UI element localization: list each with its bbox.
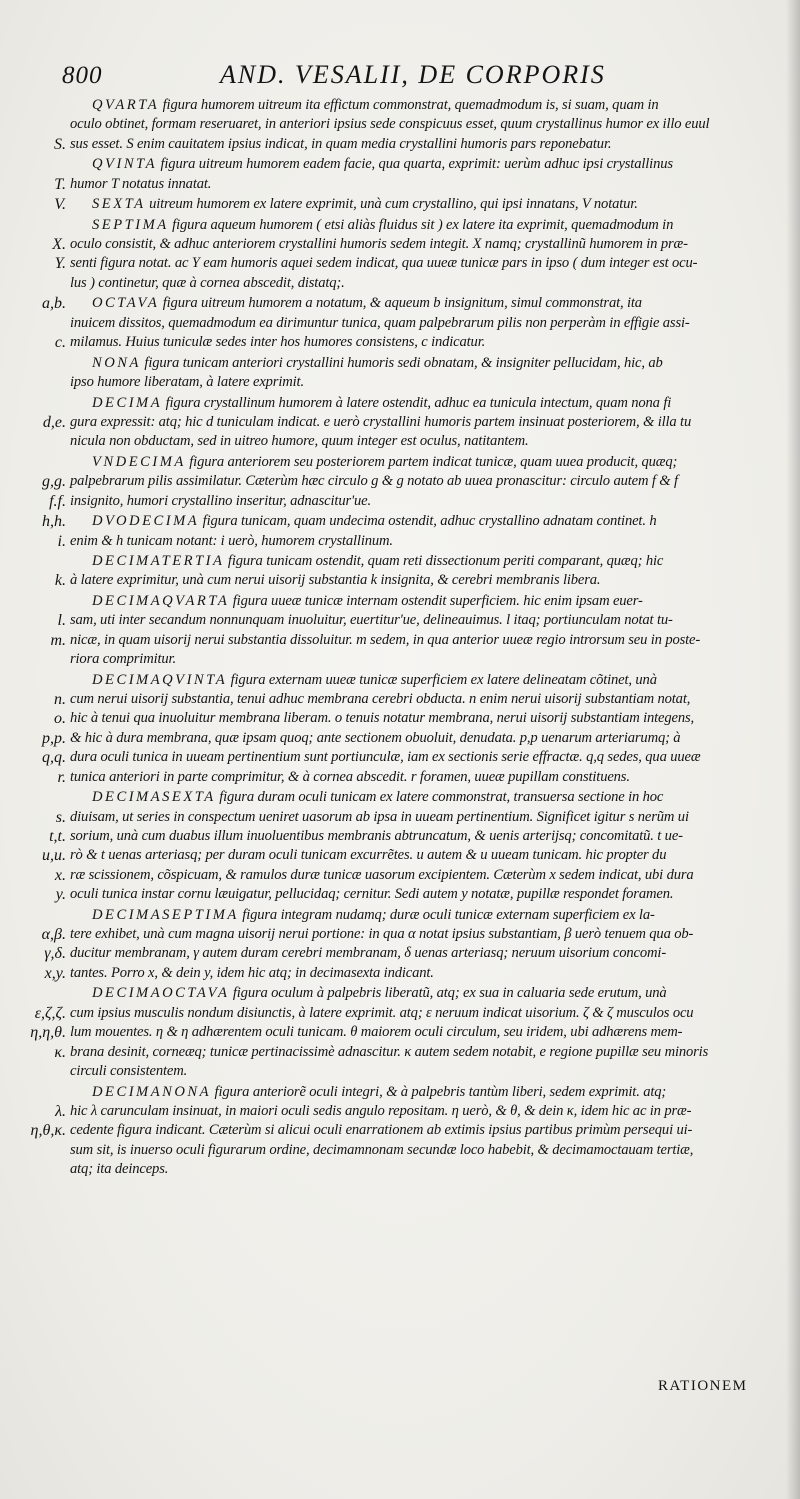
line-text — [70, 944, 666, 963]
line-text — [70, 1160, 168, 1179]
text-line — [0, 373, 800, 392]
line-text — [70, 729, 680, 748]
line-body: cum nerui uisorij substantia, tenui adhuc membrana cerebri obducta. n enim nerui uisorij substantiam notat, — [70, 691, 691, 708]
text-line — [0, 690, 800, 709]
line-body: figura oculum à palpebris liberatũ, atq; ex sua in caluaria sede erutum, unà — [229, 985, 667, 1002]
figure-entry — [0, 195, 800, 214]
line-body: nicula non obductam, sed in uitreo humore, quum integer est oculus, natitantem. — [70, 433, 529, 450]
line-text — [70, 808, 689, 827]
figure-entry — [0, 906, 800, 984]
text-line — [0, 885, 800, 904]
text-line — [0, 1004, 800, 1023]
text-line — [0, 512, 800, 531]
text-line — [0, 571, 800, 590]
text-line — [0, 274, 800, 293]
line-body: lum mouentes. η & η adhærentem oculi tunicam. θ maiorem oculi circulum, seu iridem, ubi adhærens mem- — [70, 1024, 683, 1041]
margin-key: κ. — [54, 1043, 66, 1061]
line-text — [92, 216, 673, 235]
line-text — [92, 394, 671, 413]
line-text — [70, 373, 304, 392]
text-line — [0, 532, 800, 551]
line-body: figura integram nudamq; duræ oculi tunicæ externam superficiem ex la- — [238, 906, 655, 923]
line-body: figura anteriorẽ oculi integri, & à palpebris tantùm liberi, sedem exprimit. atq; — [211, 1083, 667, 1100]
text-line — [0, 1023, 800, 1042]
figure-entry — [0, 984, 800, 1081]
line-text — [70, 631, 700, 650]
text-line — [0, 1102, 800, 1121]
margin-key: T. — [54, 175, 66, 193]
running-title: AND. VESALII, DE CORPORIS — [220, 60, 606, 89]
figure-number-heading: SEXTA — [92, 196, 146, 213]
margin-key: γ,δ. — [44, 945, 66, 963]
line-text — [70, 432, 528, 451]
text-line — [0, 964, 800, 983]
figure-number-heading: QVINTA — [92, 156, 157, 173]
text-line — [0, 906, 800, 925]
margin-key: h,h. — [42, 513, 66, 531]
text-line — [0, 453, 800, 472]
figure-entry — [0, 354, 800, 393]
line-body: nicæ, in quam uisorij nerui substantia dissoluitur. m sedem, in qua anterior uueæ regio introrsum seu in poste- — [70, 631, 701, 648]
text-line — [0, 235, 800, 254]
text-line — [0, 333, 800, 352]
line-text — [70, 1121, 692, 1140]
line-text — [92, 512, 656, 531]
margin-key: u,u. — [42, 847, 66, 865]
figure-number-heading: DECIMASEPTIMA — [92, 906, 239, 923]
margin-key: q,q. — [42, 749, 66, 767]
line-body: à latere exprimitur, unà cum nerui uisorij substantia k insignita, & cerebri membranis libera. — [70, 572, 601, 589]
figure-number-heading: DECIMAQVINTA — [92, 671, 228, 688]
text-line — [0, 846, 800, 865]
margin-key: i. — [57, 532, 66, 550]
figure-entry — [0, 216, 800, 294]
text-line — [0, 866, 800, 885]
margin-key: ε,ζ,ζ. — [34, 1004, 66, 1022]
line-body: figura crystallinum humorem à latere ostendit, adhuc ea tunicula intectum, quam nona fi — [162, 394, 672, 411]
line-text — [92, 294, 642, 313]
line-body: figura humorem uitreum ita effictum commonstrat, quemadmodum is, si suam, quam in — [159, 97, 659, 113]
text-line — [0, 472, 800, 491]
line-text — [70, 1004, 693, 1023]
text-line — [0, 354, 800, 373]
line-text — [70, 254, 697, 273]
line-text — [70, 709, 694, 728]
text-line — [0, 768, 800, 787]
margin-key: c. — [54, 334, 66, 352]
margin-key: V. — [54, 196, 66, 214]
line-body: cedente figura indicant. Cæterùm si alicui oculi enarrationem ab extimis ipsius partibus primùm persequi ui- — [70, 1122, 693, 1139]
line-text — [70, 690, 690, 709]
figure-entry — [0, 1083, 800, 1180]
figure-number-heading: OCTAVA — [92, 295, 160, 312]
figure-number-heading: SEPTIMA — [92, 216, 169, 233]
margin-key: p,p. — [42, 729, 66, 747]
line-body: figura anteriorem seu posteriorem partem indicat tunicæ, quam uuea producit, quæq; — [185, 453, 678, 470]
text-line — [0, 394, 800, 413]
text-line — [0, 729, 800, 748]
line-text — [92, 906, 655, 925]
line-body: figura duram oculi tunicam ex latere commonstrat, transuersa sectione in hoc — [215, 789, 664, 806]
text-line — [0, 195, 800, 214]
line-text — [92, 671, 657, 690]
figure-entry — [0, 671, 800, 787]
text-line — [0, 788, 800, 807]
line-body: inuicem dissitos, quemadmodum ea dirimuntur tunica, quam palpebrarum pilis non perperàm in effigie assi- — [70, 314, 690, 331]
line-text — [70, 333, 485, 352]
text-line — [0, 413, 800, 432]
text-line — [0, 254, 800, 273]
margin-key: Y. — [54, 255, 66, 273]
figure-entry — [0, 96, 800, 154]
text-line — [0, 925, 800, 944]
line-text — [92, 155, 673, 174]
line-text — [70, 748, 700, 767]
figure-number-heading: VNDECIMA — [92, 453, 186, 470]
text-line — [0, 432, 800, 451]
line-text — [70, 472, 678, 491]
line-body: ducitur membranam, γ autem duram cerebri membranam, δ uenas arteriasq; neruum uisorium concomi- — [70, 945, 667, 962]
line-text — [92, 552, 663, 571]
line-text — [70, 571, 600, 590]
figure-entry — [0, 453, 800, 511]
figure-entry — [0, 552, 800, 591]
text-line — [0, 1062, 800, 1081]
margin-key: t,t. — [49, 827, 66, 845]
margin-key: l. — [57, 612, 66, 630]
text-line — [0, 650, 800, 669]
line-text — [70, 1023, 682, 1042]
margin-key: r. — [57, 768, 66, 786]
line-body: uitreum humorem ex latere exprimit, unà cum crystallino, qui ipsi innatans, V notatur. — [145, 196, 638, 213]
line-body: oculo consistit, & adhuc anteriorem crystallini humoris sedem integit. X namq; crystallinũ humorem in præ- — [70, 236, 688, 253]
line-text — [70, 115, 709, 134]
line-text — [92, 453, 677, 472]
text-line — [0, 592, 800, 611]
line-body: figura tunicam ostendit, quam reti dissectionum periti comparant, quæq; hic — [224, 553, 664, 570]
margin-key: s. — [55, 808, 66, 826]
line-body: diuisam, ut series in conspectum ueniret uasorum ab ipsa in uueam pertinentium. Significet igitur s nerũm ui — [70, 808, 689, 825]
margin-key: y. — [55, 886, 66, 904]
text-line — [0, 96, 800, 115]
line-text — [70, 827, 683, 846]
text-line — [0, 1121, 800, 1140]
margin-key: f.f. — [49, 492, 66, 510]
line-body: figura externam uueæ tunicæ superficiem ex latere delineatam cõtinet, unà — [227, 671, 657, 688]
figure-entry — [0, 788, 800, 904]
text-line — [0, 709, 800, 728]
line-body: brana desinit, corneæq; tunicæ pertinacissimè adnascitur. κ autem sedem notabit, e regione pupillæ seu minoris — [70, 1043, 709, 1060]
line-body: sus esset. S enim cauitatem ipsius indicat, in quam media crystallini humoris pars reponebatur. — [70, 135, 612, 152]
line-text — [70, 314, 690, 333]
figure-entry — [0, 294, 800, 352]
text-line — [0, 155, 800, 174]
figure-number-heading: DECIMATERTIA — [92, 553, 225, 570]
line-body: milamus. Huius tuniculæ sedes inter hos humores consistens, c indicatur. — [70, 334, 486, 351]
line-text — [92, 592, 643, 611]
line-body: insignito, humori crystallino inseritur, adnascitur'ue. — [70, 492, 371, 509]
line-body: sorium, unà cum duabus illum inuoluentibus membranis abtruncatum, & uenis arterijsq; concomitatũ. t ue- — [70, 827, 683, 844]
margin-key: m. — [50, 631, 66, 649]
margin-key: η,θ,κ. — [30, 1122, 66, 1140]
line-body: figura aqueum humorem ( etsi aliàs fluidus sit ) ex latere ita exprimit, quemadmodum in — [168, 216, 674, 233]
text-line — [0, 552, 800, 571]
line-body: cum ipsius musculis nondum disiunctis, à latere exprimit. atq; ε neruum indicat uisorium. ζ & ζ musculos ocu — [70, 1004, 694, 1021]
line-text — [92, 354, 663, 373]
line-body: & hic à dura membrana, quæ ipsam quoq; ante sectionem obuoluit, denudata. p,p uenarum arteriarumq; à — [70, 729, 681, 746]
line-text — [92, 195, 638, 214]
line-body: figura uitreum humorem eadem facie, qua quarta, exprimit: uerùm adhuc ipsi crystallinus — [157, 156, 673, 173]
margin-key: X. — [52, 236, 66, 254]
text-line — [0, 808, 800, 827]
line-text — [70, 768, 630, 787]
text-line — [0, 135, 800, 154]
line-body: figura tunicam, quam undecima ostendit, adhuc crystallino adnatam continet. h — [199, 513, 657, 530]
margin-key: S. — [54, 135, 66, 153]
line-body: atq; ita deinceps. — [70, 1161, 169, 1178]
line-text — [70, 235, 688, 254]
line-body: circuli consistentem. — [70, 1062, 188, 1079]
line-text — [70, 413, 691, 432]
line-body: hic λ carunculam insinuat, in maiori oculi sedis angulo repositam. η uerò, & θ, & dein κ, idem hic ac in præ- — [70, 1102, 692, 1119]
margin-key: d,e. — [42, 413, 66, 431]
line-text — [70, 964, 434, 983]
line-body: gura expressit: atq; hic d tuniculam indicat. e uerò crystallini humoris partem insinuat posteriorem, & illa tu — [70, 413, 692, 430]
line-body: sam, uti inter secandum nonnunquam inuoluitur, euertitur'ue, delineauimus. l itaq; portiunculam notat tu- — [70, 612, 673, 629]
text-line — [0, 827, 800, 846]
margin-key: α,β. — [41, 926, 66, 944]
figure-number-heading: DECIMAOCTAVA — [92, 985, 230, 1002]
text-line — [0, 216, 800, 235]
figure-number-heading: DVODECIMA — [92, 513, 200, 530]
line-body: dura oculi tunica in uueam pertinentium sunt portiunculæ, iam ex sectionis serie effractæ. q,q sedes, qua uueæ — [70, 749, 701, 766]
line-body: oculo obtinet, formam reseruaret, in anteriori ipsius sede conspicuus esset, quum crystallinus humor ex illo euul — [70, 116, 710, 133]
figure-number-heading: QVARTA — [92, 97, 160, 113]
text-line — [0, 314, 800, 333]
line-text — [70, 1043, 708, 1062]
text-line — [0, 1160, 800, 1179]
page-number: 800 — [62, 62, 103, 89]
line-body: figura uueæ tunicæ internam ostendit superficiem. hic enim ipsam euer- — [229, 593, 643, 609]
line-text — [70, 866, 694, 885]
line-text — [92, 1083, 666, 1102]
text-line — [0, 115, 800, 134]
line-body: senti figura notat. ac Y eam humoris aquei sedem indicat, qua uueæ tunicæ pars in ipso ( dum integer est ocu- — [70, 255, 698, 272]
margin-key: x. — [54, 866, 66, 884]
line-body: ræ scissionem, cõspicuam, & ramulos duræ tunicæ uasorum excipientem. Cæterùm x sedem indicat, ubi dura — [70, 866, 694, 883]
text-line — [0, 1083, 800, 1102]
figure-entry — [0, 155, 800, 194]
line-text — [70, 611, 673, 630]
catchword: RATIONEM — [658, 1378, 748, 1394]
line-text — [92, 984, 667, 1003]
line-body: figura tunicam anteriori crystallini humoris sedi obnatam, & insigniter pellucidam, hic, ab — [140, 354, 663, 371]
line-body: rò & t uenas arteriasq; per duram oculi tunicam excurrẽtes. u autem & u uueam tunicam. hic propter du — [70, 847, 667, 864]
line-text — [70, 1062, 187, 1081]
figure-entry — [0, 512, 800, 551]
line-body: oculi tunica instar cornu læuigatur, pellucidaq; cernitur. Sedi autem y notatæ, pupillæ respondet foramen. — [70, 886, 674, 903]
line-text — [92, 96, 659, 115]
line-text — [70, 1102, 691, 1121]
line-text — [70, 846, 666, 865]
text-line — [0, 175, 800, 194]
line-body: humor T notatus innatat. — [70, 175, 212, 192]
text-line — [0, 631, 800, 650]
figure-number-heading: DECIMA — [92, 394, 163, 411]
margin-key: k. — [54, 572, 66, 590]
line-text — [92, 788, 663, 807]
line-text — [70, 532, 393, 551]
line-text — [70, 885, 673, 904]
text-line — [0, 294, 800, 313]
line-body: tunica anteriori in parte comprimitur, & à cornea abscedit. r foramen, uueæ pupillam constituens. — [70, 768, 630, 785]
text-line — [0, 492, 800, 511]
margin-key: x,y. — [44, 964, 66, 982]
text-line — [0, 1043, 800, 1062]
line-text — [70, 135, 611, 154]
line-body: enim & h tunicam notant: i uerò, humorem crystallinum. — [70, 532, 393, 549]
line-text — [70, 274, 345, 293]
line-body: sum sit, is inuerso oculi figurarum ordine, decimamnonam secundæ loco habebit, & decimamoctauam tertiæ, — [70, 1141, 694, 1158]
line-body: figura uitreum humorem a notatum, & aqueum b insignitum, simul commonstrat, ita — [159, 295, 642, 312]
margin-key: n. — [54, 691, 66, 709]
line-body: tere exhibet, unà cum magna uisorij nerui portione: in qua α notat ipsius substantiam, β uerò tenuem qua ob- — [70, 926, 694, 943]
text-line — [0, 1141, 800, 1160]
line-body: riora comprimitur. — [70, 651, 176, 668]
text-line — [0, 984, 800, 1003]
line-text — [70, 650, 176, 669]
figure-entry — [0, 394, 800, 452]
margin-key: o. — [54, 710, 66, 728]
margin-key: λ. — [55, 1102, 66, 1120]
text-line — [0, 611, 800, 630]
figure-number-heading: DECIMASEXTA — [92, 789, 216, 806]
figure-entry — [0, 592, 800, 670]
margin-key: a,b. — [42, 295, 66, 313]
line-body: lus ) continetur, quæ à cornea abscedit, distatq;. — [70, 274, 345, 291]
margin-key: η,η,θ. — [30, 1024, 66, 1042]
figure-number-heading: DECIMAQVARTA — [92, 593, 230, 609]
line-body: palpebrarum pilis assimilatur. Cæterùm hæc circulo g & g notato ab uuea pronascitur: circulo autem f & f — [70, 473, 678, 490]
text-line — [0, 944, 800, 963]
line-body: tantes. Porro x, & dein y, idem hic atq; in decimasexta indicant. — [70, 964, 434, 981]
line-text — [70, 175, 211, 194]
line-body: hic à tenui qua inuoluitur membrana liberam. o tenuis notatur membrana, nerui uisorij substantiam integens, — [70, 710, 695, 727]
running-head — [60, 60, 770, 96]
figure-number-heading: DECIMANONA — [92, 1083, 212, 1100]
line-text — [70, 492, 371, 511]
margin-key: g,g. — [42, 473, 66, 491]
figure-number-heading: NONA — [92, 354, 141, 371]
line-text — [70, 925, 693, 944]
text-line — [0, 671, 800, 690]
line-text — [70, 1141, 693, 1160]
text-line — [0, 748, 800, 767]
line-body: ipso humore liberatam, à latere exprimit. — [70, 374, 304, 391]
